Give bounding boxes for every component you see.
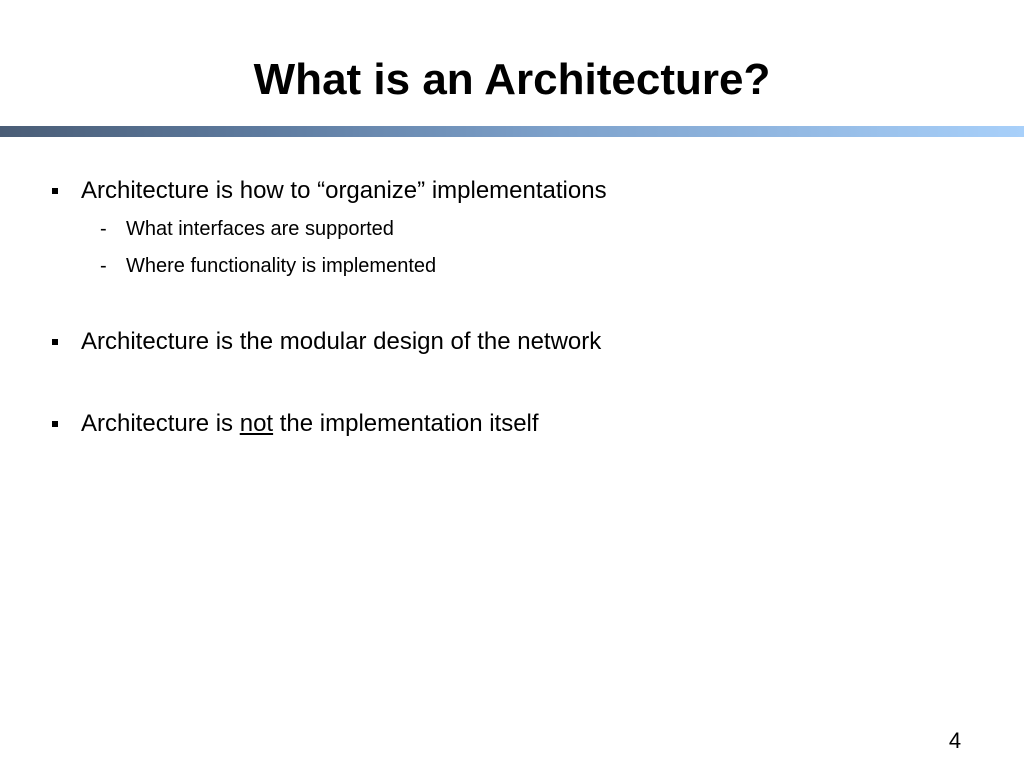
bullet-text-3 [81,409,539,439]
bullet-text-3-end: the implementation itself [273,410,539,437]
sub-bullet-text-2: Where functionality is implemented [126,255,437,277]
title-divider [0,126,1024,137]
dash-bullet-icon: - [100,218,107,240]
sub-bullet-text-1: What interfaces are supported [126,218,394,240]
slide-title: What is an Architecture? [253,55,771,104]
dash-bullet-icon: - [100,255,107,277]
square-bullet-icon [52,339,58,345]
page-number: 4 [948,728,962,753]
bullet-text-3-start: Architecture is [81,410,240,437]
square-bullet-icon [52,188,58,194]
bullet-text-1: Architecture is how to “organize” implementations [81,177,607,204]
emphasis-not: not [239,410,274,437]
bullet-text-2: Architecture is the modular design of the network [81,328,602,355]
square-bullet-icon [52,421,58,427]
